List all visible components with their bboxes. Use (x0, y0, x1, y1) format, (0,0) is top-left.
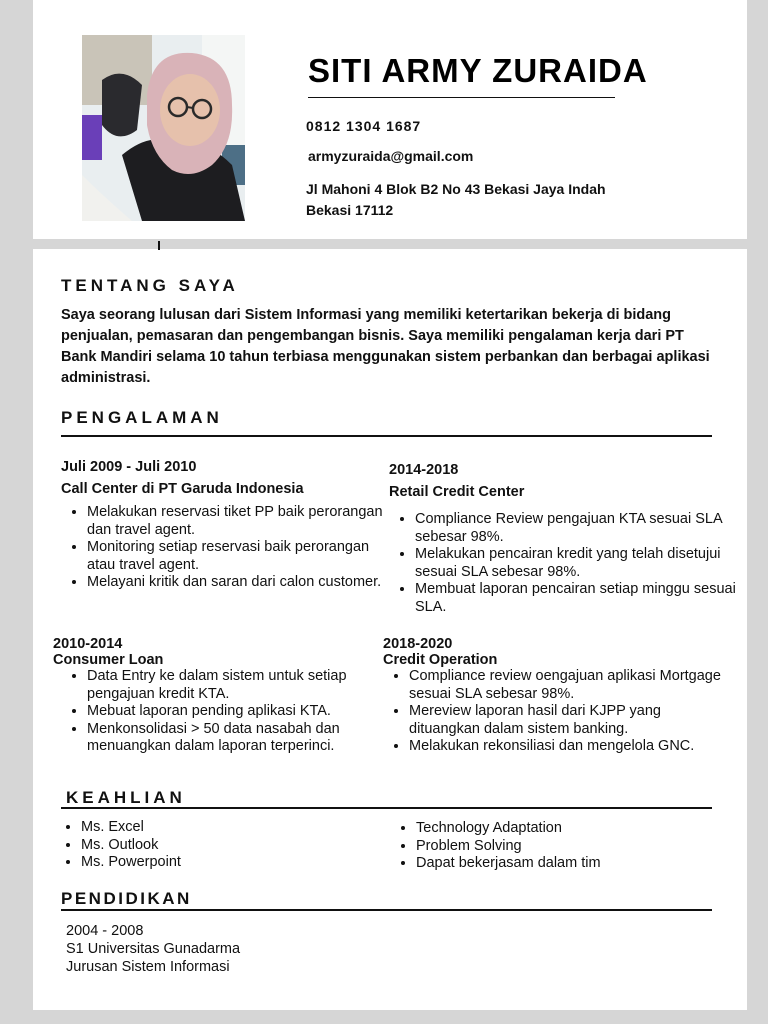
job-duty: • Melakukan rekonsiliasi dan mengelola GNC. (409, 738, 733, 756)
candidate-name: SITI ARMY ZURAIDA (308, 52, 648, 89)
job-duties (383, 668, 733, 756)
job-entry (53, 636, 383, 756)
skill-item: • Ms. Excel (81, 819, 181, 837)
job-period: 2010-2014 (53, 636, 123, 652)
job-duties (61, 504, 391, 592)
home-address (306, 179, 686, 221)
job-duty: • Data Entry ke dalam sistem untuk setiap pengajuan kredit KTA. (87, 668, 383, 703)
about-text: Saya seorang lulusan dari Sistem Informasi yang memiliki ketertarikan bekerja di bidang penjualan, pemasaran dan pengembangan bisnis. Saya memiliki pengalaman kerja dari PT Bank Mandiri selama 10 tahun terbiasa menggunakan sistem perbankan dan berbagai aplikasi administrasi. (61, 307, 710, 386)
job-duty: • Monitoring setiap reservasi baik perorangan atau travel agent. (87, 539, 391, 574)
skill-item: • Dapat bekerjasam dalam tim (416, 855, 601, 873)
address-line-2: Bekasi 17112 (306, 202, 394, 218)
name-underline (308, 97, 615, 98)
skills-list-right (390, 820, 601, 873)
job-role: Consumer Loan (53, 652, 164, 668)
job-duty: • Membuat laporan pencairan setiap minggu sesuai SLA. (415, 581, 741, 616)
skill-item: • Ms. Outlook (81, 837, 181, 855)
header-divider (33, 239, 747, 249)
job-period: Juli 2009 - Juli 2010 (61, 459, 197, 475)
job-period: 2014-2018 (389, 462, 459, 478)
resume-page (33, 0, 747, 1010)
education-years: 2004 - 2008 (66, 923, 144, 939)
skill-item: • Technology Adaptation (416, 820, 601, 838)
profile-photo (82, 35, 245, 221)
job-role: Credit Operation (383, 652, 498, 668)
education-rule (61, 909, 712, 911)
email-address: armyzuraida@gmail.com (308, 148, 474, 164)
job-role: Call Center di PT Garuda Indonesia (61, 481, 304, 497)
job-entry (383, 636, 733, 756)
skills-rule (61, 807, 712, 809)
education-school: S1 Universitas Gunadarma (66, 941, 241, 957)
address-line-1: Jl Mahoni 4 Blok B2 No 43 Bekasi Jaya Indah (306, 181, 606, 197)
job-duties (53, 668, 383, 756)
job-entry (389, 462, 741, 616)
job-duty: • Compliance review oengajuan aplikasi Mortgage sesuai SLA sebesar 98%. (409, 668, 733, 703)
job-duty: • Melakukan reservasi tiket PP baik perorangan dan travel agent. (87, 504, 391, 539)
skill-item: • Ms. Powerpoint (81, 854, 181, 872)
divider-tick (158, 241, 160, 250)
profile-photo-illustration (82, 35, 245, 221)
job-duty: • Compliance Review pengajuan KTA sesuai SLA sebesar 98%. (415, 511, 741, 546)
education-major: Jurusan Sistem Informasi (66, 959, 230, 975)
education-details (66, 922, 240, 976)
job-entry (61, 459, 391, 592)
phone-number: 0812 1304 1687 (306, 118, 422, 134)
experience-rule (61, 435, 712, 437)
job-period: 2018-2020 (383, 636, 453, 652)
skills-list-left (55, 819, 181, 872)
job-duties (389, 511, 741, 616)
skills-title: KEAHLIAN (66, 788, 186, 807)
job-duty: • Mereview laporan hasil dari KJPP yang dituangkan dalam sistem banking. (409, 703, 733, 738)
job-duty: • Melakukan pencairan kredit yang telah disetujui sesuai SLA sebesar 98%. (415, 546, 741, 581)
about-title: TENTANG SAYA (61, 276, 239, 295)
job-duty: • Menkonsolidasi > 50 data nasabah dan menuangkan dalam laporan terperinci. (87, 721, 383, 756)
job-role: Retail Credit Center (389, 484, 525, 500)
job-duty: • Mebuat laporan pending aplikasi KTA. (87, 703, 383, 721)
skill-item: • Problem Solving (416, 838, 601, 856)
education-title: PENDIDIKAN (61, 889, 192, 908)
experience-title: PENGALAMAN (61, 408, 223, 427)
job-duty: • Melayani kritik dan saran dari calon customer. (87, 574, 391, 592)
